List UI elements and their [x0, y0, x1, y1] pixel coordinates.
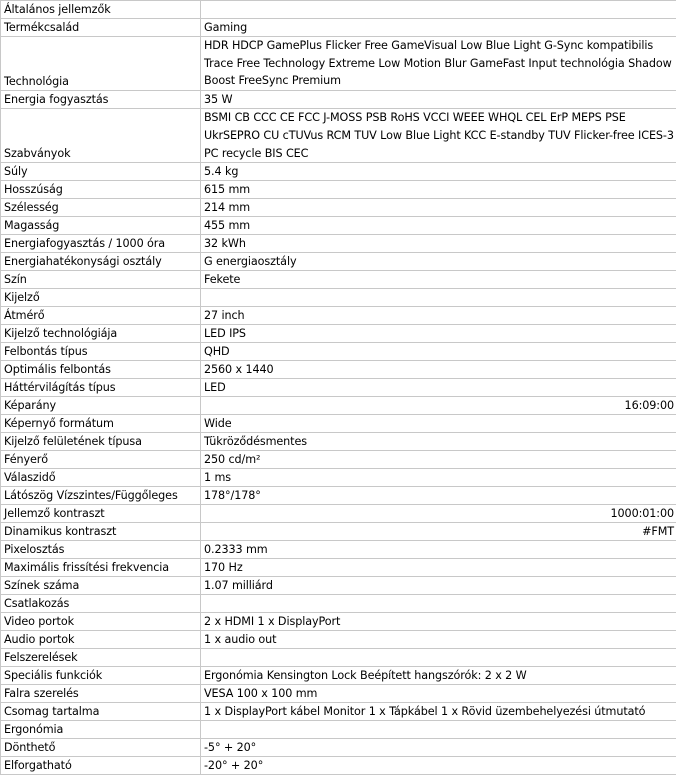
spec-label-cell[interactable]: Látószög Vízszintes/Függőleges — [1, 487, 201, 505]
spec-label-cell[interactable]: Pixelosztás — [1, 541, 201, 559]
spec-label-cell[interactable]: Speciális funkciók — [1, 667, 201, 685]
spec-value-cell[interactable]: G energiaosztály — [201, 253, 676, 271]
table-row — [1, 559, 676, 577]
table-row — [1, 415, 676, 433]
spec-value-cell[interactable]: Tükröződésmentes — [201, 433, 676, 451]
spec-label-cell[interactable]: Kijelző felületének típusa — [1, 433, 201, 451]
empty-cell[interactable] — [201, 649, 676, 667]
section-header-row — [1, 649, 676, 667]
table-row — [1, 271, 676, 289]
spec-value-cell[interactable]: 615 mm — [201, 181, 676, 199]
spec-value-cell[interactable]: 1000:01:00 — [201, 505, 676, 523]
table-row — [1, 631, 676, 649]
spec-value-cell[interactable]: Gaming — [201, 19, 676, 37]
section-title-cell[interactable]: Ergonómia — [1, 721, 201, 739]
spec-label-cell[interactable]: Átmérő — [1, 307, 201, 325]
spec-label-cell[interactable]: Súly — [1, 163, 201, 181]
table-row — [1, 541, 676, 559]
table-row — [1, 307, 676, 325]
spec-value-cell[interactable]: BSMI CB CCC CE FCC J-MOSS PSB RoHS VCCI WEEE WHQL CEL ErP MEPS PSE UkrSEPRO CU cTUVus RCM TUV Low Blue Light KCC E-standby TUV Flicker-free ICES-3 PC recycle BIS CEC — [201, 109, 676, 163]
spec-value-cell[interactable]: 1.07 milliárd — [201, 577, 676, 595]
spec-value-cell[interactable]: 1 x DisplayPort kábel Monitor 1 x Tápkábel 1 x Rövid üzembehelyezési útmutató — [201, 703, 676, 721]
spec-label-cell[interactable]: Csomag tartalma — [1, 703, 201, 721]
empty-cell[interactable] — [201, 721, 676, 739]
spec-value-cell[interactable]: QHD — [201, 343, 676, 361]
spec-value-cell[interactable]: Fekete — [201, 271, 676, 289]
spec-label-cell[interactable]: Szabványok — [1, 109, 201, 163]
spec-value-cell[interactable]: 455 mm — [201, 217, 676, 235]
spec-label-cell[interactable]: Dinamikus kontraszt — [1, 523, 201, 541]
spec-value-cell[interactable]: 214 mm — [201, 199, 676, 217]
spec-value-cell[interactable]: 35 W — [201, 91, 676, 109]
section-title-cell[interactable]: Általános jellemzők — [1, 1, 201, 19]
spec-label-cell[interactable]: Energiafogyasztás / 1000 óra — [1, 235, 201, 253]
spec-label-cell[interactable]: Jellemző kontraszt — [1, 505, 201, 523]
section-header-row — [1, 595, 676, 613]
table-row — [1, 433, 676, 451]
table-row — [1, 325, 676, 343]
spec-label-cell[interactable]: Termékcsalád — [1, 19, 201, 37]
table-row — [1, 19, 676, 37]
spec-label-cell[interactable]: Optimális felbontás — [1, 361, 201, 379]
spec-label-cell[interactable]: Elforgatható — [1, 757, 201, 775]
spec-label-cell[interactable]: Képarány — [1, 397, 201, 415]
spec-value-cell[interactable]: Ergonómia Kensington Lock Beépített hangszórók: 2 x 2 W — [201, 667, 676, 685]
spec-label-cell[interactable]: Háttérvilágítás típus — [1, 379, 201, 397]
spec-value-cell[interactable]: HDR HDCP GamePlus Flicker Free GameVisual Low Blue Light G-Sync kompatibilis Trace Free Technology Extreme Low Motion Blur GameFast Input technológia Shadow Boost FreeSync Premium — [201, 37, 676, 91]
spec-value-cell[interactable]: 250 cd/m² — [201, 451, 676, 469]
table-row — [1, 181, 676, 199]
spec-label-cell[interactable]: Fényerő — [1, 451, 201, 469]
table-row — [1, 487, 676, 505]
table-row — [1, 667, 676, 685]
table-row — [1, 757, 676, 775]
table-row — [1, 523, 676, 541]
spec-label-cell[interactable]: Kijelző technológiája — [1, 325, 201, 343]
section-header-row — [1, 721, 676, 739]
table-row — [1, 685, 676, 703]
table-row — [1, 109, 676, 163]
spec-label-cell[interactable]: Dönthető — [1, 739, 201, 757]
spec-value-cell[interactable]: 1 x audio out — [201, 631, 676, 649]
empty-cell[interactable] — [201, 289, 676, 307]
spec-label-cell[interactable]: Energia fogyasztás — [1, 91, 201, 109]
spec-label-cell[interactable]: Szélesség — [1, 199, 201, 217]
table-row — [1, 163, 676, 181]
table-row — [1, 343, 676, 361]
spec-value-cell[interactable]: Wide — [201, 415, 676, 433]
table-row — [1, 253, 676, 271]
table-row — [1, 613, 676, 631]
table-row — [1, 397, 676, 415]
spec-value-cell[interactable]: 2 x HDMI 1 x DisplayPort — [201, 613, 676, 631]
table-row — [1, 469, 676, 487]
table-row — [1, 505, 676, 523]
spec-value-cell[interactable]: 1 ms — [201, 469, 676, 487]
empty-cell[interactable] — [201, 1, 676, 19]
spec-label-cell[interactable]: Video portok — [1, 613, 201, 631]
spec-value-cell[interactable]: LED — [201, 379, 676, 397]
section-title-cell[interactable]: Kijelző — [1, 289, 201, 307]
spec-label-cell[interactable]: Technológia — [1, 37, 201, 91]
spec-label-cell[interactable]: Hosszúság — [1, 181, 201, 199]
spec-value-cell[interactable]: VESA 100 x 100 mm — [201, 685, 676, 703]
spec-label-cell[interactable]: Válaszidő — [1, 469, 201, 487]
spec-label-cell[interactable]: Energiahatékonysági osztály — [1, 253, 201, 271]
table-row — [1, 703, 676, 721]
table-row — [1, 577, 676, 595]
spec-value-cell[interactable]: -20° + 20° — [201, 757, 676, 775]
table-row — [1, 37, 676, 91]
spec-value-cell[interactable]: #FMT — [201, 523, 676, 541]
table-row — [1, 361, 676, 379]
spec-label-cell[interactable]: Szín — [1, 271, 201, 289]
section-header-row — [1, 1, 676, 19]
spec-label-cell[interactable]: Falra szerelés — [1, 685, 201, 703]
spec-value-cell[interactable]: 27 inch — [201, 307, 676, 325]
table-row — [1, 217, 676, 235]
spec-value-cell[interactable]: 2560 x 1440 — [201, 361, 676, 379]
spec-value-cell[interactable]: -5° + 20° — [201, 739, 676, 757]
spec-label-cell[interactable]: Maximális frissítési frekvencia — [1, 559, 201, 577]
table-row — [1, 379, 676, 397]
table-row — [1, 235, 676, 253]
spec-value-cell[interactable]: 178°/178° — [201, 487, 676, 505]
section-title-cell[interactable]: Felszerelések — [1, 649, 201, 667]
section-title-cell[interactable]: Csatlakozás — [1, 595, 201, 613]
spec-value-cell[interactable]: 0.2333 mm — [201, 541, 676, 559]
empty-cell[interactable] — [201, 595, 676, 613]
spec-value-cell[interactable]: 170 Hz — [201, 559, 676, 577]
spec-label-cell[interactable]: Felbontás típus — [1, 343, 201, 361]
spec-value-cell[interactable]: 32 kWh — [201, 235, 676, 253]
table-row — [1, 451, 676, 469]
spec-label-cell[interactable]: Magasság — [1, 217, 201, 235]
spec-label-cell[interactable]: Audio portok — [1, 631, 201, 649]
spec-value-cell[interactable]: 5.4 kg — [201, 163, 676, 181]
spec-value-cell[interactable]: LED IPS — [201, 325, 676, 343]
spec-value-cell[interactable]: 16:09:00 — [201, 397, 676, 415]
table-row — [1, 739, 676, 757]
table-row — [1, 91, 676, 109]
spec-label-cell[interactable]: Képernyő formátum — [1, 415, 201, 433]
section-header-row — [1, 289, 676, 307]
table-row — [1, 199, 676, 217]
spec-table-body — [1, 1, 676, 775]
spec-label-cell[interactable]: Színek száma — [1, 577, 201, 595]
